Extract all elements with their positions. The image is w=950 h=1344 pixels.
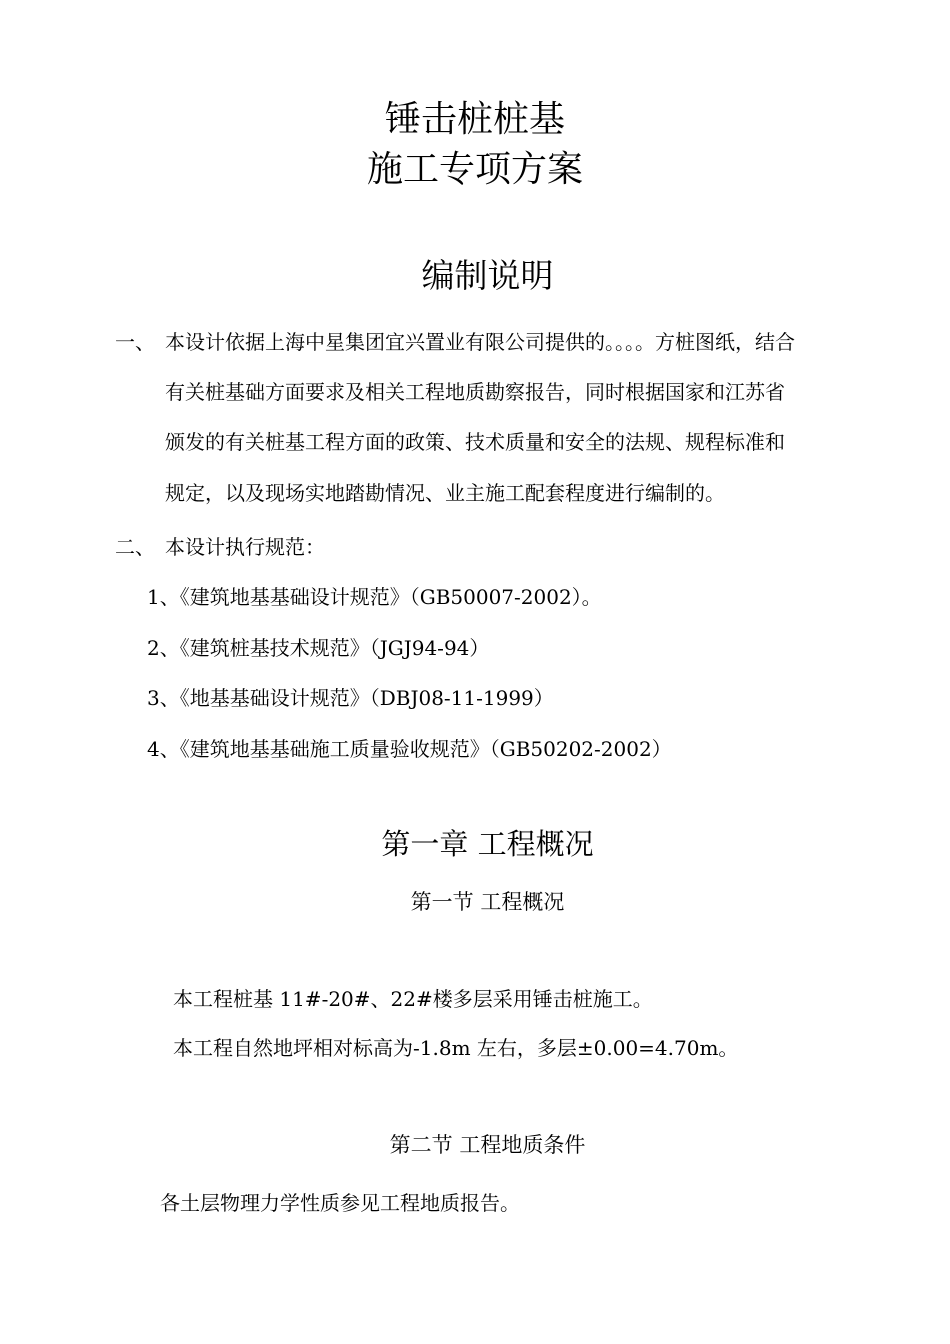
item-number-2: 二、 <box>115 535 155 559</box>
section-1-heading: 第一节 工程概况 <box>410 890 565 914</box>
chapter-1-heading: 第一章 工程概况 <box>381 827 594 861</box>
item-1-line-4: 规定，以及现场实地踏勘情况、业主施工配套程度进行编制的。 <box>165 481 725 505</box>
section-2-paragraph: 各土层物理力学性质参见工程地质报告。 <box>160 1191 520 1215</box>
standard-item: 1、《建筑地基基础设计规范》（GB50007-2002）。 <box>147 585 602 609</box>
section-1-paragraph: 本工程桩基 11#-20#、22#楼多层采用锤击桩施工。 <box>173 987 653 1011</box>
section-2-heading: 第二节 工程地质条件 <box>389 1133 586 1157</box>
item-2-line-1: 本设计执行规范： <box>165 535 325 559</box>
document-title-line1: 锤击桩桩基 <box>384 99 565 140</box>
standard-item: 4、《建筑地基基础施工质量验收规范》（GB50202-2002） <box>147 737 672 761</box>
compile-notes-heading: 编制说明 <box>421 256 554 295</box>
item-1-line-3: 颁发的有关桩基工程方面的政策、技术质量和安全的法规、规程标准和 <box>165 430 785 454</box>
standard-item: 2、《建筑桩基技术规范》（JGJ94-94） <box>147 636 490 660</box>
document-title-line2: 施工专项方案 <box>366 149 583 190</box>
item-1-line-2: 有关桩基础方面要求及相关工程地质勘察报告，同时根据国家和江苏省 <box>165 380 785 404</box>
item-number-1: 一、 <box>115 330 155 354</box>
standard-item: 3、《地基基础设计规范》（DBJ08-11-1999） <box>147 686 554 710</box>
item-1-line-1: 本设计依据上海中星集团宜兴置业有限公司提供的。。。。方桩图纸，结合 <box>165 330 795 354</box>
section-1-paragraph: 本工程自然地坪相对标高为-1.8m 左右，多层±0.00=4.70m。 <box>173 1036 739 1060</box>
